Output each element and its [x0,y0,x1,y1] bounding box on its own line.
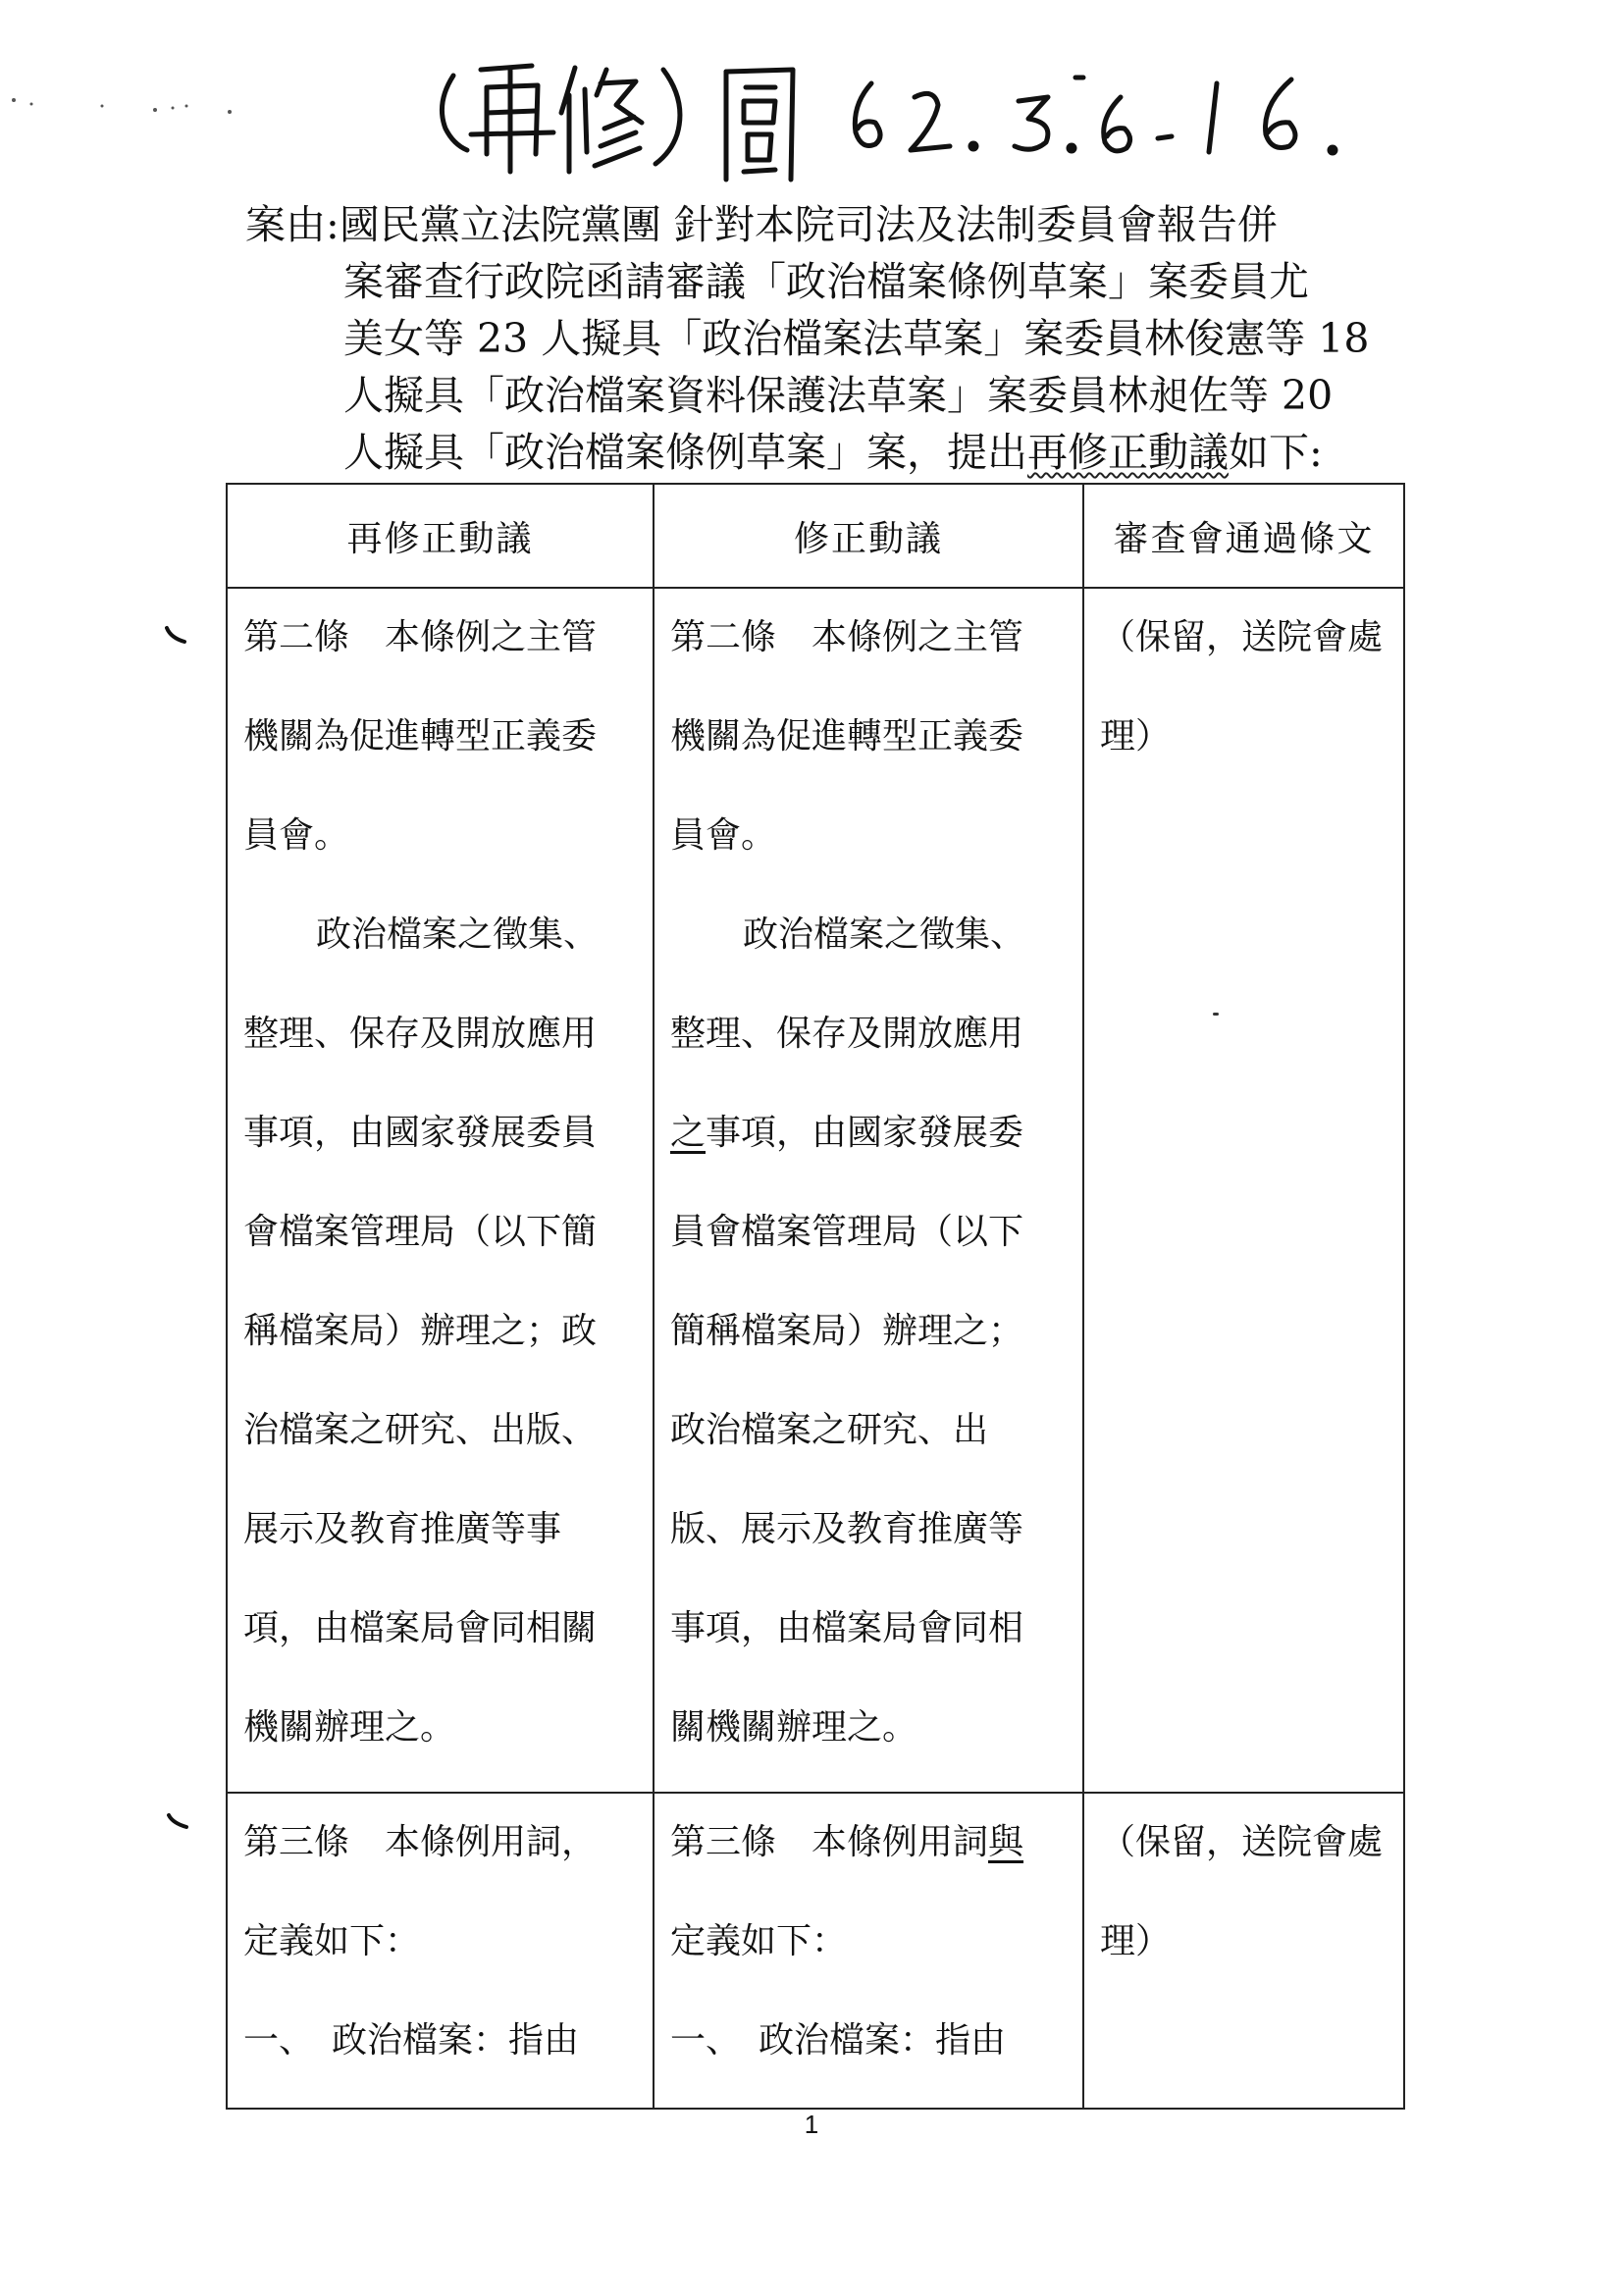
text-line: 會檔案管理局（以下簡 [243,1212,598,1252]
case-line: 人擬具「政治檔案資料保護法草案」案委員林昶佐等 20 [343,372,1334,419]
scan-speck [1213,1013,1219,1016]
table-row-article-3 [227,1793,1404,2109]
article-2-committee [1083,588,1404,1793]
article-2-revised [227,588,654,1793]
case-line: 案由:國民黨立法院黨團 針對本院司法及法制委員會報告併 [245,201,1278,248]
article-3-amendment [654,1793,1083,2109]
text-line: 版、展示及教育推廣等 [670,1509,1024,1549]
case-line: 美女等 23 人擬具「政治檔案法草案」案委員林俊憲等 18 [343,315,1370,362]
case-line-last [245,424,1433,481]
header-committee-text: 審查會通過條文 [1083,484,1404,588]
text-line: 理） [1100,716,1172,757]
text-line: 事項，由國家發展委員 [243,1113,598,1153]
text-line: （保留，送院會處 [1100,617,1384,657]
table-row-article-2 [227,588,1404,1793]
scan-specks [0,88,255,128]
underlined-insertion: 之 [670,1113,707,1153]
text-line: 機關辦理之。 [243,1707,456,1748]
text-line: 一、 政治檔案：指由 [243,2020,580,2061]
text-line: 展示及教育推廣等事 [243,1509,562,1549]
handwritten-note [432,44,1492,191]
text-line: 事項，由檔案局會同相 [670,1608,1024,1648]
text-line: 整理、保存及開放應用 [243,1014,598,1054]
header-amendment-motion: 修正動議 [654,484,1083,588]
text-line [670,1092,1069,1191]
text-line: 定義如下： [243,1921,421,1961]
article-3-committee [1083,1793,1404,2109]
text-line: 政治檔案之徵集、 [316,914,600,955]
article-2-amendment [654,588,1083,1793]
text-line: 第三條 本條例用詞， [243,1822,598,1862]
motions-table [226,483,1405,2110]
article-3-revised [227,1793,654,2109]
text-run: 事項，由國家發展委 [706,1113,1024,1153]
text-line: 第二條 本條例之主管 [670,617,1024,657]
text-line [670,1801,1069,1901]
table-header-row [227,484,1404,588]
underlined-insertion: 與 [988,1822,1024,1862]
case-line-text: 人擬具「政治檔案條例草案」案，提出 [343,429,1027,476]
text-line: 關機關辦理之。 [670,1707,918,1748]
text-line: 政治檔案之徵集、 [743,914,1026,955]
text-line: 第二條 本條例之主管 [243,617,598,657]
marked-phrase: 再修正動議 [1027,429,1229,476]
text-run: 第三條 本條例用詞 [670,1822,989,1862]
header-revised-motion: 再修正動議 [227,484,654,588]
page-number: 1 [804,2110,819,2139]
text-line: 員會檔案管理局（以下 [670,1212,1024,1252]
text-line: 機關為促進轉型正義委 [243,716,598,757]
case-statement [245,196,1433,481]
text-line: 政治檔案之研究、出 [670,1410,989,1450]
text-line: （保留，送院會處 [1100,1822,1384,1862]
text-line: 項，由檔案局會同相關 [243,1608,598,1648]
text-line: 員會。 [243,815,350,856]
text-line: 整理、保存及開放應用 [670,1014,1024,1054]
text-line: 一、 政治檔案：指由 [670,2020,1007,2061]
case-line: 案審查行政院函請審議「政治檔案條例草案」案委員尤 [343,258,1309,305]
text-line: 治檔案之研究、出版、 [243,1410,598,1450]
text-line: 機關為促進轉型正義委 [670,716,1024,757]
text-line: 理） [1100,1921,1172,1961]
margin-tick-marks [157,618,206,1845]
text-line: 定義如下： [670,1921,848,1961]
text-line: 員會。 [670,815,777,856]
text-line: 稱檔案局）辦理之；政 [243,1311,598,1351]
case-line-text: 如下: [1229,429,1323,476]
text-line: 簡稱檔案局）辦理之； [670,1311,1024,1351]
